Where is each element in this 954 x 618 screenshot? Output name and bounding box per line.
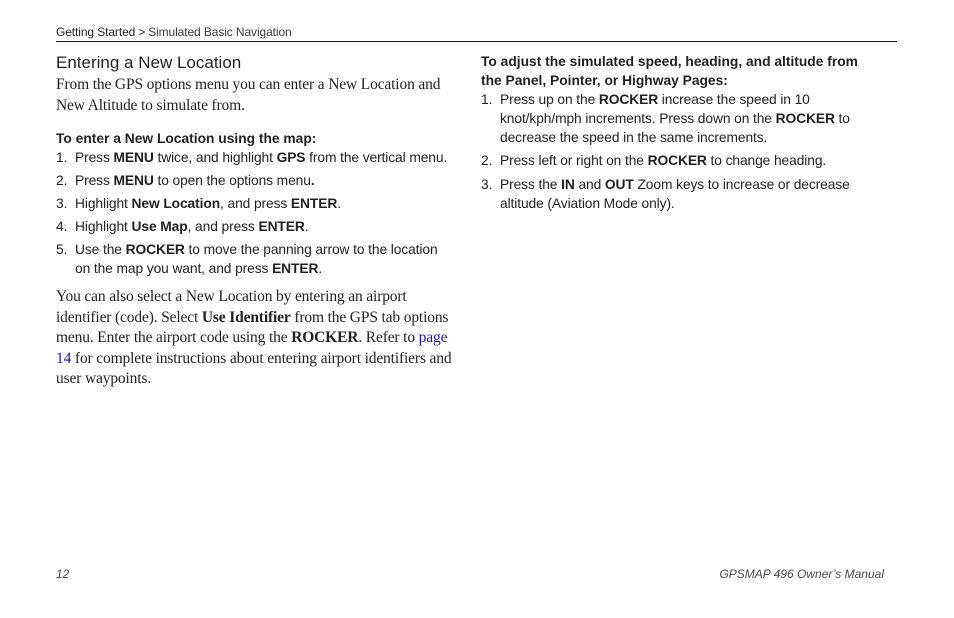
step-number: 2. <box>481 153 493 168</box>
breadcrumb-separator: > <box>138 25 146 39</box>
step-number: 3. <box>56 196 68 211</box>
step-number: 2. <box>56 173 68 188</box>
breadcrumb-current: Simulated Basic Navigation <box>148 25 292 39</box>
list-item: 1. Press up on the ROCKER increase the speed in 10 knot/kph/mph increments. Press down on the ROCKER to decrease the speed in the same increments. <box>481 92 850 145</box>
section-heading: Entering a New Location <box>56 53 242 72</box>
list-item: 3. Press the IN and OUT Zoom keys to increase or decrease altitude (Aviation Mode only). <box>481 177 850 211</box>
list-item: 3. Highlight New Location, and press ENTER. <box>56 196 341 211</box>
step-number: 5. <box>56 242 68 257</box>
list-item: 5. Use the ROCKER to move the panning arrow to the location on the map you want, and press ENTER. <box>56 242 438 276</box>
manual-title: GPSMAP 496 Owner’s Manual <box>719 567 884 581</box>
step-number: 1. <box>481 92 493 107</box>
left-steps-list <box>56 148 456 278</box>
intro-paragraph: From the GPS options menu you can enter a New Location and New Altitude to simulate from. <box>56 76 441 114</box>
page-number: 12 <box>56 567 70 581</box>
procedure-title: To adjust the simulated speed, heading, and altitude from the Panel, Pointer, or Highway Pages: <box>481 54 858 88</box>
step-number: 4. <box>56 219 68 234</box>
right-steps-list <box>481 90 881 213</box>
right-column <box>481 52 881 213</box>
page-link[interactable]: page 14 <box>56 329 448 367</box>
procedure-title: To enter a New Location using the map: <box>56 131 317 146</box>
list-item: 2. Press left or right on the ROCKER to change heading. <box>481 153 827 168</box>
list-item: 4. Highlight Use Map, and press ENTER. <box>56 219 309 234</box>
list-item: 2. Press MENU to open the options menu. <box>56 173 315 188</box>
breadcrumb-section[interactable]: Getting Started <box>56 25 136 39</box>
closing-paragraph: You can also select a New Location by entering an airport identifier (code). Select Use Identifier from the GPS tab options menu. Enter the airport code using the ROCKER. Refer to page 14 for complete instructions about entering airport identifiers and user waypoints. <box>56 288 452 387</box>
header-rule <box>56 41 897 42</box>
step-number: 1. <box>56 150 68 165</box>
step-number: 3. <box>481 177 493 192</box>
breadcrumb <box>56 25 292 39</box>
list-item: 1. Press MENU twice, and highlight GPS from the vertical menu. <box>56 150 448 165</box>
left-column <box>56 52 456 390</box>
